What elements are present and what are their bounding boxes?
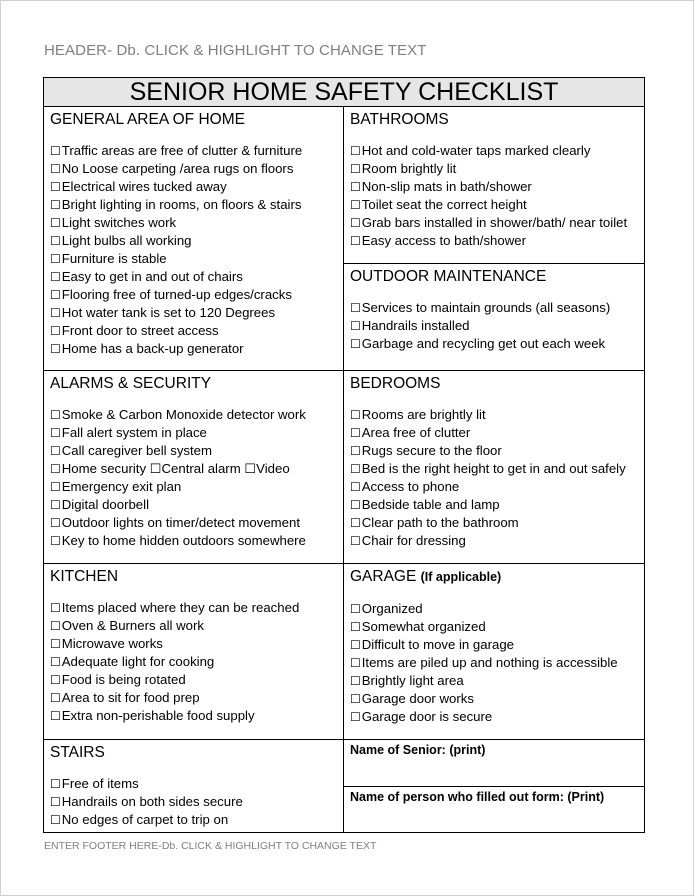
checkbox-icon[interactable]: ☐ [350, 444, 361, 458]
checkbox-icon[interactable]: ☐ [50, 795, 61, 809]
checklist-item[interactable] [50, 304, 337, 322]
checkbox-icon[interactable]: ☐ [50, 498, 61, 512]
checkbox-icon[interactable]: ☐ [50, 480, 61, 494]
checkbox-icon[interactable]: ☐ [50, 162, 61, 176]
page-footer[interactable]: ENTER FOOTER HERE-Db. CLICK & HIGHLIGHT TO CHANGE TEXT [44, 840, 377, 852]
checklist-item[interactable] [50, 142, 337, 160]
checkbox-icon[interactable]: ☐ [350, 516, 361, 530]
checkbox-icon[interactable]: ☐ [350, 234, 361, 248]
checklist-item[interactable] [50, 214, 337, 232]
checkbox-icon[interactable]: ☐ [350, 692, 361, 706]
checklist-item-label: Flooring free of turned-up edges/cracks [61, 287, 292, 302]
section-garage [344, 564, 645, 740]
checklist-item[interactable] [50, 460, 337, 478]
checklist-item[interactable] [350, 672, 638, 690]
checklist-items [350, 142, 638, 250]
section-title: BATHROOMS [350, 111, 449, 128]
checkbox-icon[interactable]: ☐ [50, 324, 61, 338]
checklist-item-label: Garbage and recycling get out each week [361, 336, 606, 351]
senior-name-cell[interactable] [344, 740, 645, 787]
checklist-items [50, 142, 337, 358]
checklist-item[interactable] [50, 617, 337, 635]
checklist-item[interactable] [50, 424, 337, 442]
checkbox-icon[interactable]: ☐ [50, 637, 61, 651]
checkbox-icon[interactable]: ☐ [50, 234, 61, 248]
checklist-item[interactable] [350, 196, 638, 214]
checklist-item[interactable] [350, 232, 638, 250]
checklist-item-label: Room brightly lit [361, 161, 457, 176]
checklist-item-label: Rugs secure to the floor [361, 443, 502, 458]
checkbox-icon[interactable]: ☐ [50, 777, 61, 791]
checklist-item-label: Hot and cold-water taps marked clearly [361, 143, 591, 158]
checklist-item[interactable] [350, 708, 638, 726]
checkbox-icon[interactable]: ☐ [50, 342, 61, 356]
checklist-item-label: Rooms are brightly lit [361, 407, 486, 422]
checklist-item-label: Handrails installed [361, 318, 470, 333]
checkbox-icon[interactable]: ☐ [350, 408, 361, 422]
checklist-item-label: Bed is the right height to get in and out safely [361, 461, 626, 476]
checklist-item[interactable] [50, 496, 337, 514]
section-bedrooms [344, 371, 645, 564]
checklist-item-label: Microwave works [61, 636, 163, 651]
checkbox-icon[interactable]: ☐ [350, 426, 361, 440]
checklist-item[interactable] [50, 653, 337, 671]
checklist-item[interactable] [350, 636, 638, 654]
checkbox-icon[interactable]: ☐ [350, 144, 361, 158]
checkbox-icon[interactable]: ☐ [350, 162, 361, 176]
checkbox-icon[interactable]: ☐ [50, 444, 61, 458]
checkbox-icon[interactable]: ☐ [50, 144, 61, 158]
filled-by-cell[interactable] [344, 787, 645, 833]
checklist-item-label: Emergency exit plan [61, 479, 182, 494]
checklist-item[interactable] [50, 178, 337, 196]
checkbox-icon[interactable]: ☐ [350, 620, 361, 634]
checklist-items [50, 599, 337, 725]
checklist-item-label: Traffic areas are free of clutter & furniture [61, 143, 303, 158]
checklist-item[interactable] [350, 335, 638, 353]
checklist-item[interactable] [50, 442, 337, 460]
checklist-item[interactable] [350, 178, 638, 196]
checkbox-icon[interactable]: ☐ [350, 180, 361, 194]
checklist-item[interactable] [50, 232, 337, 250]
checklist-item[interactable] [350, 160, 638, 178]
section-title: OUTDOOR MAINTENANCE [350, 268, 547, 285]
checklist-item-label: Electrical wires tucked away [61, 179, 227, 194]
checklist-items [350, 600, 638, 726]
checklist-item-label: Front door to street access [61, 323, 219, 338]
checklist-item-label: Oven & Burners all work [61, 618, 204, 633]
checklist-item-label: Somewhat organized [361, 619, 486, 634]
checklist-item-label: Chair for dressing [361, 533, 466, 548]
checklist-item[interactable] [350, 460, 638, 478]
checklist-item-label: Free of items [61, 776, 139, 791]
checklist-item-label: Access to phone [361, 479, 460, 494]
checklist-item-label: Hot water tank is set to 120 Degrees [61, 305, 276, 320]
checkbox-icon[interactable]: ☐ [350, 656, 361, 670]
checklist-item-label: Digital doorbell [61, 497, 149, 512]
checkbox-icon[interactable]: ☐ [50, 516, 61, 530]
checklist-item-label: Adequate light for cooking [61, 654, 215, 669]
checklist-item[interactable] [50, 268, 337, 286]
checklist-item[interactable] [50, 406, 337, 424]
checklist-item-label: Toilet seat the correct height [361, 197, 527, 212]
checklist-item[interactable] [50, 160, 337, 178]
checklist-item-label: Home has a back-up generator [61, 341, 244, 356]
section-bathrooms [344, 107, 645, 264]
checkbox-icon[interactable]: ☐ [350, 462, 361, 476]
checkbox-icon[interactable]: ☐ [50, 288, 61, 302]
checklist-item-label: Key to home hidden outdoors somewhere [61, 533, 306, 548]
checklist-item-label: Bedside table and lamp [361, 497, 500, 512]
checklist-item-label: Furniture is stable [61, 251, 167, 266]
checklist-item[interactable] [50, 196, 337, 214]
checkbox-icon[interactable]: ☐ [50, 673, 61, 687]
checklist-item[interactable] [50, 340, 337, 358]
checklist-item-label: No edges of carpet to trip on [61, 812, 229, 827]
section-general [44, 107, 344, 371]
checkbox-icon[interactable]: ☐ [350, 198, 361, 212]
checkbox-icon[interactable]: ☐ [50, 619, 61, 633]
checklist-item[interactable] [350, 514, 638, 532]
checkbox-icon[interactable]: ☐ [50, 534, 61, 548]
checklist-item-label: Call caregiver bell system [61, 443, 213, 458]
checkbox-icon[interactable]: ☐ [350, 602, 361, 616]
checklist-item-label: Garage door works [361, 691, 474, 706]
checklist-item[interactable] [50, 671, 337, 689]
section-title: KITCHEN [50, 568, 119, 585]
page-header[interactable]: HEADER- Db. CLICK & HIGHLIGHT TO CHANGE TEXT [44, 42, 427, 59]
checklist-item-label: Area to sit for food prep [61, 690, 200, 705]
checkbox-icon[interactable]: ☐ [350, 337, 361, 351]
senior-name-label: Name of Senior: (print) [350, 743, 486, 757]
checkbox-icon[interactable]: ☐ [50, 426, 61, 440]
checklist-item-label: Home security ☐Central alarm ☐Video [61, 461, 290, 476]
checkbox-icon[interactable]: ☐ [350, 319, 361, 333]
checklist-item[interactable] [350, 214, 638, 232]
section-outdoor [344, 264, 645, 371]
checklist-item-label: Extra non-perishable food supply [61, 708, 255, 723]
checklist-item[interactable] [50, 635, 337, 653]
checklist-item-label: No Loose carpeting /area rugs on floors [61, 161, 294, 176]
checkbox-icon[interactable]: ☐ [350, 638, 361, 652]
checklist-item-label: Light bulbs all working [61, 233, 192, 248]
checklist-item[interactable] [50, 286, 337, 304]
checklist-items [350, 299, 638, 353]
checkbox-icon[interactable]: ☐ [350, 216, 361, 230]
checklist-title: SENIOR HOME SAFETY CHECKLIST [44, 78, 645, 107]
checklist-item[interactable] [50, 793, 337, 811]
checkbox-icon[interactable]: ☐ [50, 408, 61, 422]
checklist-item-label: Clear path to the bathroom [361, 515, 519, 530]
checklist-item[interactable] [50, 775, 337, 793]
checklist-item[interactable] [350, 478, 638, 496]
checklist-item[interactable] [50, 478, 337, 496]
checklist-item[interactable] [50, 599, 337, 617]
checklist-item[interactable] [350, 690, 638, 708]
checklist-item[interactable] [50, 322, 337, 340]
checklist-item[interactable] [350, 532, 638, 550]
checklist-item-label: Light switches work [61, 215, 177, 230]
checklist-item-label: Non-slip mats in bath/shower [361, 179, 532, 194]
section-title: GENERAL AREA OF HOME [50, 111, 245, 128]
checklist-items [50, 406, 337, 550]
checklist-item[interactable] [350, 600, 638, 618]
checklist-item-label: Smoke & Carbon Monoxide detector work [61, 407, 306, 422]
checklist-item[interactable] [50, 811, 337, 829]
checkbox-icon[interactable]: ☐ [350, 710, 361, 724]
checklist-item-label: Bright lighting in rooms, on floors & stairs [61, 197, 302, 212]
checklist-item-label: Outdoor lights on timer/detect movement [61, 515, 300, 530]
checklist-item[interactable] [350, 317, 638, 335]
checklist-item-label: Easy to get in and out of chairs [61, 269, 243, 284]
checkbox-icon[interactable]: ☐ [50, 601, 61, 615]
checklist-item[interactable] [50, 532, 337, 550]
checklist-items [350, 406, 638, 550]
checklist-item-label: Items are piled up and nothing is accessible [361, 655, 618, 670]
checkbox-icon[interactable]: ☐ [350, 674, 361, 688]
checklist-item-label: Area free of clutter [361, 425, 471, 440]
checklist-item[interactable] [350, 299, 638, 317]
checklist-item[interactable] [350, 406, 638, 424]
checklist-item-label: Services to maintain grounds (all seasons) [361, 300, 611, 315]
checklist-item[interactable] [50, 514, 337, 532]
checkbox-icon[interactable]: ☐ [350, 498, 361, 512]
checkbox-icon[interactable]: ☐ [50, 813, 61, 827]
section-title [350, 567, 638, 587]
checklist-item-label: Organized [361, 601, 423, 616]
section-kitchen [44, 564, 344, 740]
section-title-text: GARAGE [350, 568, 417, 585]
section-title: STAIRS [50, 744, 105, 761]
checklist-item-label: Food is being rotated [61, 672, 186, 687]
checklist-item-label: Brightly light area [361, 673, 464, 688]
checkbox-icon[interactable]: ☐ [50, 180, 61, 194]
checklist-item-label: Difficult to move in garage [361, 637, 514, 652]
checkbox-icon[interactable]: ☐ [50, 306, 61, 320]
checkbox-icon[interactable]: ☐ [50, 270, 61, 284]
section-note: (If applicable) [420, 570, 502, 584]
checkbox-icon[interactable]: ☐ [50, 709, 61, 723]
checklist-item[interactable] [50, 689, 337, 707]
checklist-item[interactable] [350, 496, 638, 514]
checklist-item-label: Items placed where they can be reached [61, 600, 300, 615]
checklist-item-label: Grab bars installed in shower/bath/ near toilet [361, 215, 628, 230]
checklist-table [43, 77, 645, 833]
checkbox-icon[interactable]: ☐ [50, 252, 61, 266]
section-title: BEDROOMS [350, 375, 441, 392]
checkbox-icon[interactable]: ☐ [50, 655, 61, 669]
checklist-item-label: Fall alert system in place [61, 425, 207, 440]
checkbox-icon[interactable]: ☐ [50, 198, 61, 212]
checklist-items [50, 775, 337, 829]
checklist-item-label: Easy access to bath/shower [361, 233, 526, 248]
checkbox-icon[interactable]: ☐ [50, 691, 61, 705]
checkbox-icon[interactable]: ☐ [350, 301, 361, 315]
checklist-item[interactable] [350, 654, 638, 672]
checklist-item[interactable] [350, 442, 638, 460]
checklist-item[interactable] [350, 618, 638, 636]
checklist-item[interactable] [50, 707, 337, 725]
section-title: ALARMS & SECURITY [50, 375, 212, 392]
checklist-item-label: Garage door is secure [361, 709, 493, 724]
checkbox-icon[interactable]: ☐ [50, 462, 61, 476]
checklist-item[interactable] [50, 250, 337, 268]
checkbox-icon[interactable]: ☐ [350, 534, 361, 548]
checkbox-icon[interactable]: ☐ [350, 480, 361, 494]
checklist-item[interactable] [350, 424, 638, 442]
section-alarms [44, 371, 344, 564]
checkbox-icon[interactable]: ☐ [50, 216, 61, 230]
section-stairs [44, 740, 344, 833]
checklist-item[interactable] [350, 142, 638, 160]
filled-by-label: Name of person who filled out form: (Print) [350, 790, 605, 804]
checklist-item-label: Handrails on both sides secure [61, 794, 243, 809]
